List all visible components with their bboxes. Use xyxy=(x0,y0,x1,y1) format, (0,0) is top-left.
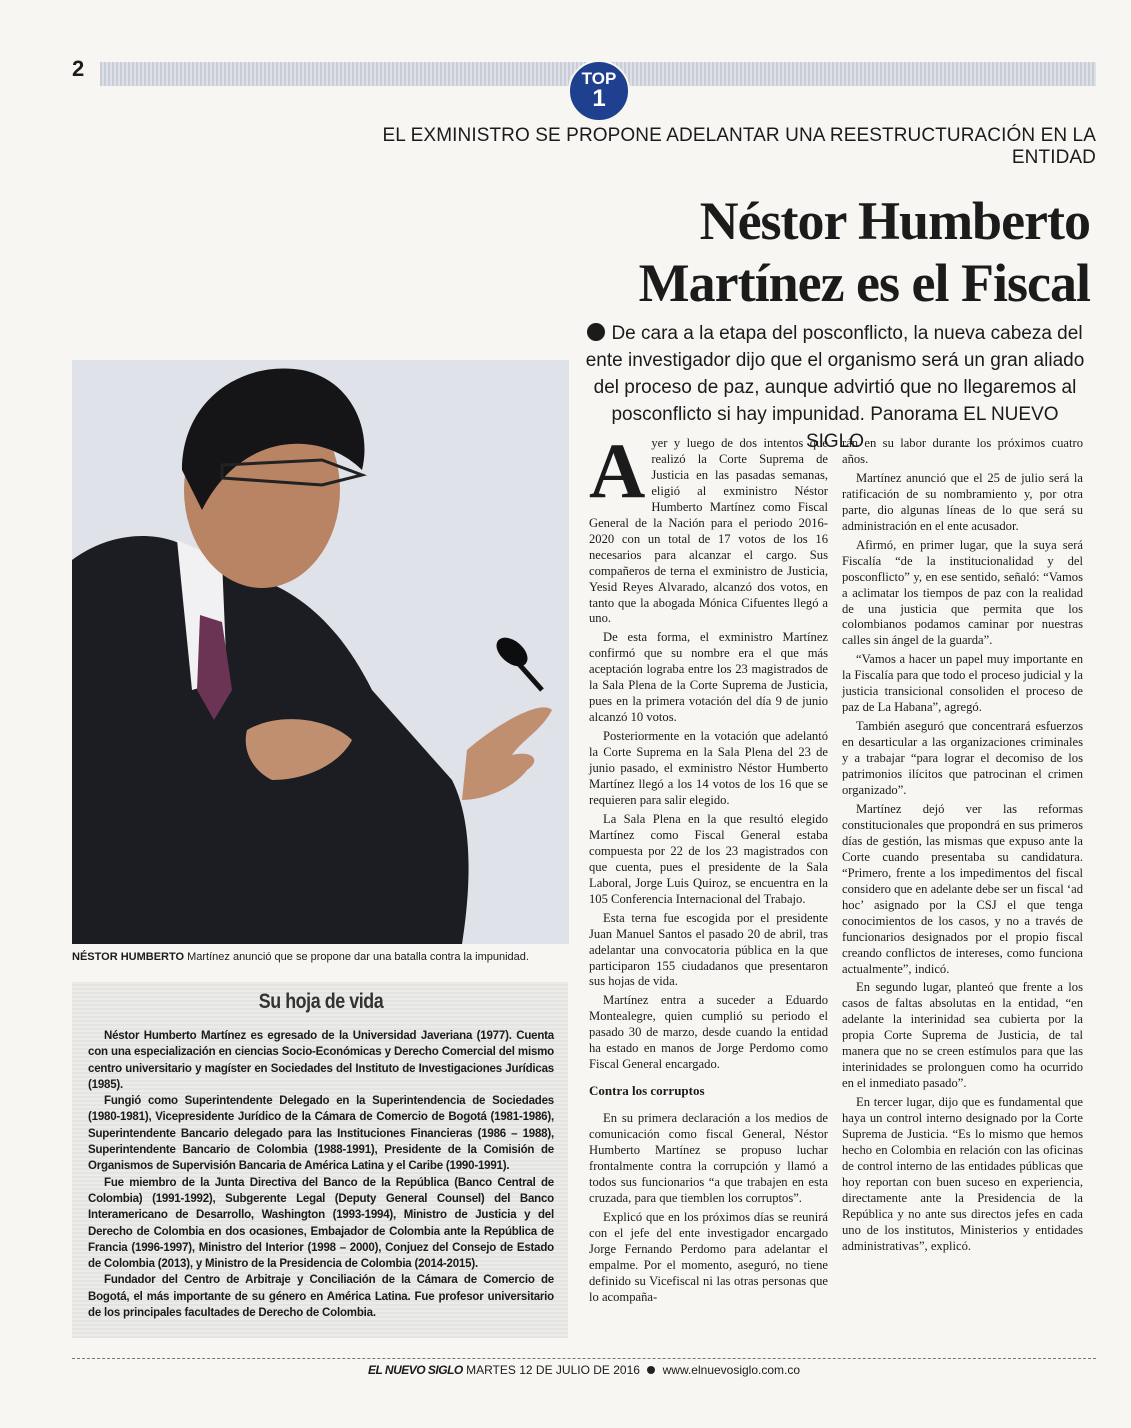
page-footer xyxy=(72,1358,1096,1387)
photo-caption xyxy=(72,951,572,963)
photo-illustration xyxy=(72,360,569,944)
sidebar-box xyxy=(72,982,568,1338)
article-paragraph: yer y luego de dos intentos que realizó la Corte Suprema de Justicia en las pasadas semanas, eligió al exministro Néstor Humberto Martínez como Fiscal General de la Nación para el periodo 2016-2020 con un total de 17 votos de los 16 necesarios para alcanzar el cargo. Sus compañeros de terna el exministro de Justicia, Yesid Reyes Alvarado, alcanzó dos votos, en tanto que la abogada Mónica Cifuentes llegó a uno. xyxy=(589,436,828,626)
bullet-icon xyxy=(647,1366,655,1374)
headline: Néstor Humberto Martínez es el Fiscal xyxy=(638,191,1090,313)
sidebar-paragraph: Néstor Humberto Martínez es egresado de la Universidad Javeriana (1977). Cuenta con una especialización en ciencias Socio-Económicas y Derecho Comercial del mismo centro universitario y magíster en Sociedades del Instituto de Investigaciones Jurídicas (1985). xyxy=(88,1030,554,1091)
man-speaking-photo xyxy=(72,360,569,944)
caption-text: Martínez anunció que se propone dar una batalla contra la impunidad. xyxy=(184,951,529,963)
sidebar-paragraph: Fungió como Superintendente Delegado en la Superintendencia de Sociedades (1980-1981), Vicepresidente Jurídico de la Cámara de Comercio de Bogotá (1981-1986), Superintendente Bancario delegado para las Instituciones Financieras (1986 – 1988), Superintendente Bancario de Colombia (1988-1991), Presidente de la Comisión de Organismos de Supervisión Bancaria de América Latina y el Caribe (1990-1991). xyxy=(88,1095,554,1173)
article-column-1 xyxy=(589,427,828,1309)
page-number: 2 xyxy=(72,56,85,81)
article-paragraph: Afirmó, en primer lugar, que la suya será Fiscalía “de la institucionalidad y del posconflicto” y, en ese sentido, señaló: “Vamos a aclimatar los tiempos de paz con la realidad de una justicia que permita que los colombianos podamos caminar por nuestras calles sin ángel de la guarda”. xyxy=(842,537,1083,648)
drop-cap: A xyxy=(589,427,646,514)
sidebar-paragraph: Fundador del Centro de Arbitraje y Conciliación de la Cámara de Comercio de Bogotá, el más importante de su género en América Latina. Fue profesor universitario de los principales facultades de Derecho de Colombia. xyxy=(88,1274,554,1320)
article-paragraph: En tercer lugar, dijo que es fundamental que haya un control interno designado por la Corte Suprema de Justicia. “Es lo mismo que hemos hecho en Colombia en relación con las oficinas de control interno de las entidades públicas que hoy reportan con buen suceso en experiencia, directamente ante la Presidencia de la República y no ante sus directos jefes en cada uno de los institutos, Ministerios y entidades administrativas”, explicó. xyxy=(842,1095,1083,1253)
lead-text: De cara a la etapa del posconflicto, la nueva cabeza del ente investigador dijo que el organismo será un gran aliado del proceso de paz, aunque advirtió que no llegaremos al posconflicto si hay impunidad. Panorama EL NUEVO SIGLO xyxy=(585,323,1085,452)
article-paragraph: De esta forma, el exministro Martínez confirmó que su nombre era el que más aceptación lograba entre los 23 magistrados de la Sala Plena de la Corte Suprema de Justicia, pues en la primera votación del día 9 de junio alcanzó 10 votos. xyxy=(589,630,828,725)
footer-date: MARTES 12 DE JULIO DE 2016 xyxy=(466,1363,640,1377)
article-paragraph: Martínez dejó ver las reformas constitucionales que propondrá en sus primeros días de gestión, las mismas que expuso ante la Corte cuando presentaba su candidatura. “Primero, frente a los impedimentos del fiscal considero que en adelante debe ser un fiscal ‘ad hoc’ asignado por la CSJ el que tenga conocimientos de los casos, y no a través de funcionarios designados por el propio fiscal creando conflictos de intereses, como funciona actualmente”, indicó. xyxy=(842,801,1083,976)
article-paragraph: Esta terna fue escogida por el presidente Juan Manuel Santos el pasado 20 de abril, tras adelantar una convocatoria pública en la que participaron 155 ciudadanos que presentaron sus hojas de vida. xyxy=(589,910,828,989)
article-paragraph: Explicó que en los próximos días se reunirá con el jefe del ente investigador encargado Jorge Fernando Perdomo para adelantar el empalme. Por el momento, aseguró, no tiene definido su Vicefiscal ni las otras personas que lo acompaña- xyxy=(589,1209,828,1304)
article-paragraph: En su primera declaración a los medios de comunicación como fiscal General, Néstor Humberto Martínez se propuso luchar frontalmente contra la corrupción y llamó a todos sus funcionarios “a que trabajen en esta cruzada, para que tiemblen los corruptos”. xyxy=(589,1111,828,1205)
article-paragraph: Posteriormente en la votación que adelantó la Corte Suprema en la Sala Plena del 23 de junio pasado, el exministro Néstor Humberto Martínez llegó a los 14 votos de los 16 que se requieren para salir elegido. xyxy=(589,729,828,807)
badge-line1: TOP xyxy=(581,69,617,88)
article-paragraph: rán en su labor durante los próximos cuatro años. xyxy=(842,436,1083,466)
caption-name: NÉSTOR HUMBERTO xyxy=(72,951,185,963)
article-paragraph: Martínez anunció que el 25 de julio será la ratificación de su nombramiento y, por otra parte, dio algunas líneas de lo que será su administración en el ente acusador. xyxy=(842,470,1083,533)
article-paragraph: También aseguró que concentrará esfuerzos en desarticular a las organizaciones criminales y a trabajar “para lograr el decomiso de los patrimonios ilícitos que patrocinan el crimen organizado”. xyxy=(842,719,1083,798)
sidebar-title: Su hoja de vida xyxy=(258,990,384,1013)
lead-paragraph xyxy=(585,320,1085,455)
article-column-2 xyxy=(842,436,1083,1258)
article-subhead: Contra los corruptos xyxy=(589,1083,705,1099)
footer-brand: EL NUEVO SIGLO xyxy=(367,1363,463,1377)
footer-url[interactable]: www.elnuevosiglo.com.co xyxy=(662,1363,801,1377)
article-paragraph: “Vamos a hacer un papel muy importante en la Fiscalía para que todo el proceso judicial y la justicia transicional consoliden el proceso de paz de La Habana”, agregó. xyxy=(842,652,1083,715)
bullet-icon xyxy=(587,323,605,341)
badge-line2: 1 xyxy=(592,85,606,112)
article-paragraph: En segundo lugar, planteó que frente a los casos de faltas absolutas en la entidad, “en adelante la interinidad sea cubierta por la propia Corte Suprema de Justicia, de tal manera que no se creen estímulos para que las interinidades se prolonguen como ha ocurrido en el inmediato pasado”. xyxy=(842,980,1083,1091)
article-paragraph: Martínez entra a suceder a Eduardo Montealegre, quien cumplió su periodo el pasado 30 de marzo, desde cuando la entidad ha estado en manos de Jorge Perdomo como Fiscal General encargado. xyxy=(589,993,828,1072)
top-badge xyxy=(568,60,630,122)
article-paragraph: La Sala Plena en la que resultó elegido Martínez como Fiscal General estaba compuesta por 22 de los 23 magistrados con que cuenta, pues el presidente de la Sala Laboral, Jorge Luis Quiroz, se encuentra en la 105 Conferencia Internacional del Trabajo. xyxy=(589,811,828,906)
kicker: EL EXMINISTRO SE PROPONE ADELANTAR UNA REESTRUCTURACIÓN EN LA ENTIDAD xyxy=(382,125,1096,168)
sidebar-paragraph: Fue miembro de la Junta Directiva del Banco de la República (Banco Central de Colombia) (1991-1992), Subgerente Legal (Deputy General Counsel) del Banco Interamericano de Desarrollo, Washington (1993-1994), Ministro de Justicia y del Derecho de Colombia en dos ocasiones, Embajador de Colombia ante la República de Francia (1996-1997), Ministro del Interior (1998 – 2000), Conjuez del Consejo de Estado de Colombia (2013), y Ministro de la Presidencia de Colombia (2014-2015). xyxy=(88,1176,554,1271)
